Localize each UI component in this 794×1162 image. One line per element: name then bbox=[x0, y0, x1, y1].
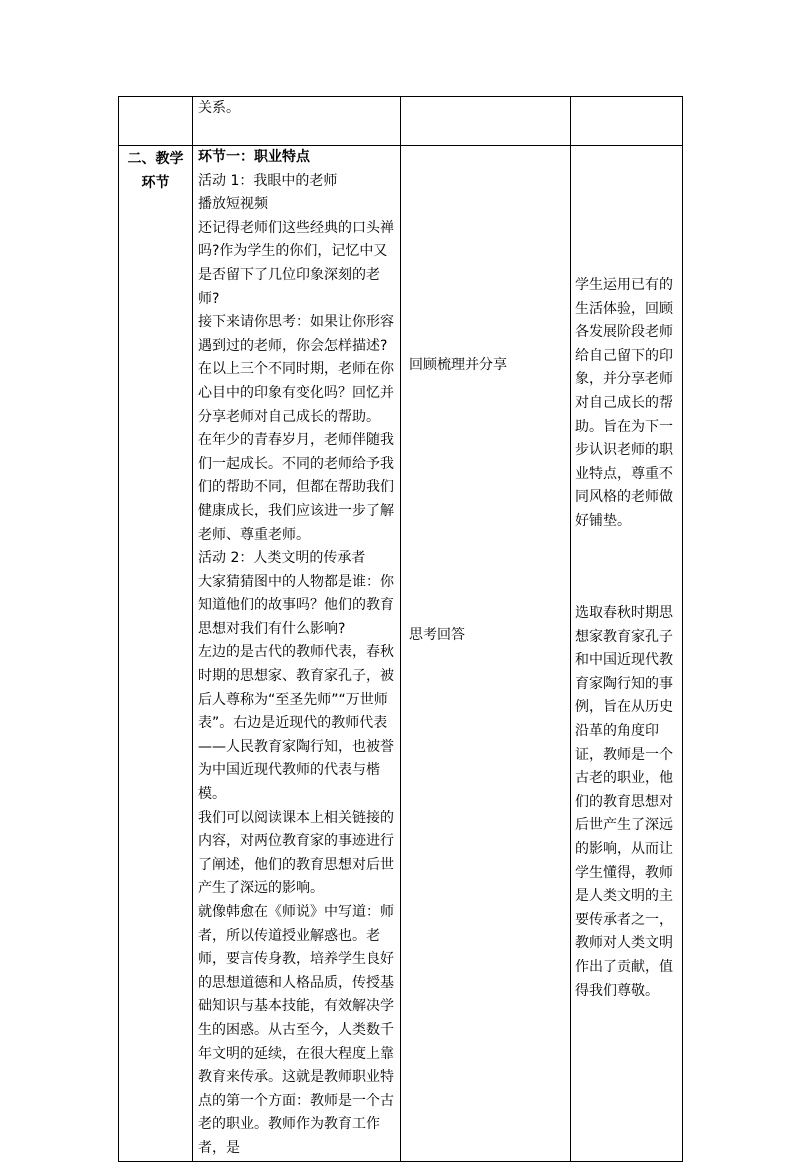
design-intent-1: 学生运用已有的生活体验，回顾各发展阶段老师给自己留下的印象，并分享老师对自己成长的帮助。旨在为下一步认识老师的职业特点，尊重不同风格的老师做好铺垫。 bbox=[575, 277, 673, 529]
section-cell bbox=[119, 146, 193, 1162]
table-row bbox=[119, 97, 683, 146]
content-paragraph: 在年少的青春岁月，老师伴随我们一起成长。不同的老师给予我们的帮助不同，但都在帮助我们健康成长，我们应该进一步了解老师、尊重老师。 bbox=[198, 432, 394, 543]
section-cell-empty bbox=[119, 97, 193, 146]
content-paragraph: 就像韩愈在《师说》中写道：师者，所以传道授业解惑也。老师，要言传身教，培养学生良好的思想道德和人格品质，传授基础知识与基本技能，有效解决学生的困惑。从古至今，人类数千年文明的延续，在很大程度上靠教育来传承。这就是教师职业特点的第一个方面：教师是一个古老的职业。教师作为教育工作者，是 bbox=[198, 904, 394, 1156]
content-paragraphs bbox=[198, 146, 397, 1161]
content-paragraph: 我们可以阅读课本上相关链接的内容，对两位教育家的事迹进行了阐述，他们的教育思想对后世产生了深远的影响。 bbox=[198, 809, 394, 897]
section-label: 二、教学环节 bbox=[127, 151, 184, 191]
content-paragraph: 左边的是古代的教师代表，春秋时期的思想家、教育家孔子，被后人尊称为“至圣先师”“万世师表”。右边是近现代的教师代表——人民教育家陶行知，也被誉为中国近现代教师的代表与楷模。 bbox=[198, 644, 394, 803]
student-activity-2: 思考回答 bbox=[409, 627, 465, 643]
content-paragraph: 接下来请你思考：如果让你形容遇到过的老师，你会怎样描述?在以上三个不同时期，老师在你心目中的印象有变化吗？回忆并分享老师对自己成长的帮助。 bbox=[198, 314, 394, 425]
student-activity-cell bbox=[401, 146, 571, 1162]
intent-cell bbox=[571, 146, 683, 1162]
content-cell bbox=[193, 146, 401, 1162]
content-tail-text: 关系。 bbox=[198, 100, 240, 116]
content-paragraph: 大家猜猜图中的人物都是谁：你知道他们的故事吗？他们的教育思想对我们有什么影响? bbox=[198, 573, 394, 637]
content-paragraph: 活动 1：我眼中的老师 bbox=[198, 172, 338, 189]
content-paragraph: 活动 2：人类文明的传承者 bbox=[198, 550, 366, 567]
content-paragraph: 还记得老师们这些经典的口头禅吗?作为学生的你们，记忆中又是否留下了几位印象深刻的老师? bbox=[198, 219, 394, 307]
lesson-plan-table bbox=[118, 96, 683, 1162]
intent-cell-empty bbox=[571, 97, 683, 146]
design-intent-2: 选取春秋时期思想家教育家孔子和中国近现代教育家陶行知的事例，旨在从历史沿革的角度印证，教师是一个古老的职业，他们的教育思想对后世产生了深远的影响，从而让学生懂得，教师是人类文明的主要传承者之一，教师对人类文明作出了贡献，值得我们尊敬。 bbox=[575, 605, 673, 999]
content-paragraph: 播放短视频 bbox=[198, 196, 268, 213]
content-cell bbox=[193, 97, 401, 146]
table-row bbox=[119, 146, 683, 1162]
student-activity-1: 回顾梳理并分享 bbox=[409, 357, 507, 373]
content-paragraph: 环节一：职业特点 bbox=[198, 149, 310, 165]
student-activity-cell-empty bbox=[401, 97, 571, 146]
